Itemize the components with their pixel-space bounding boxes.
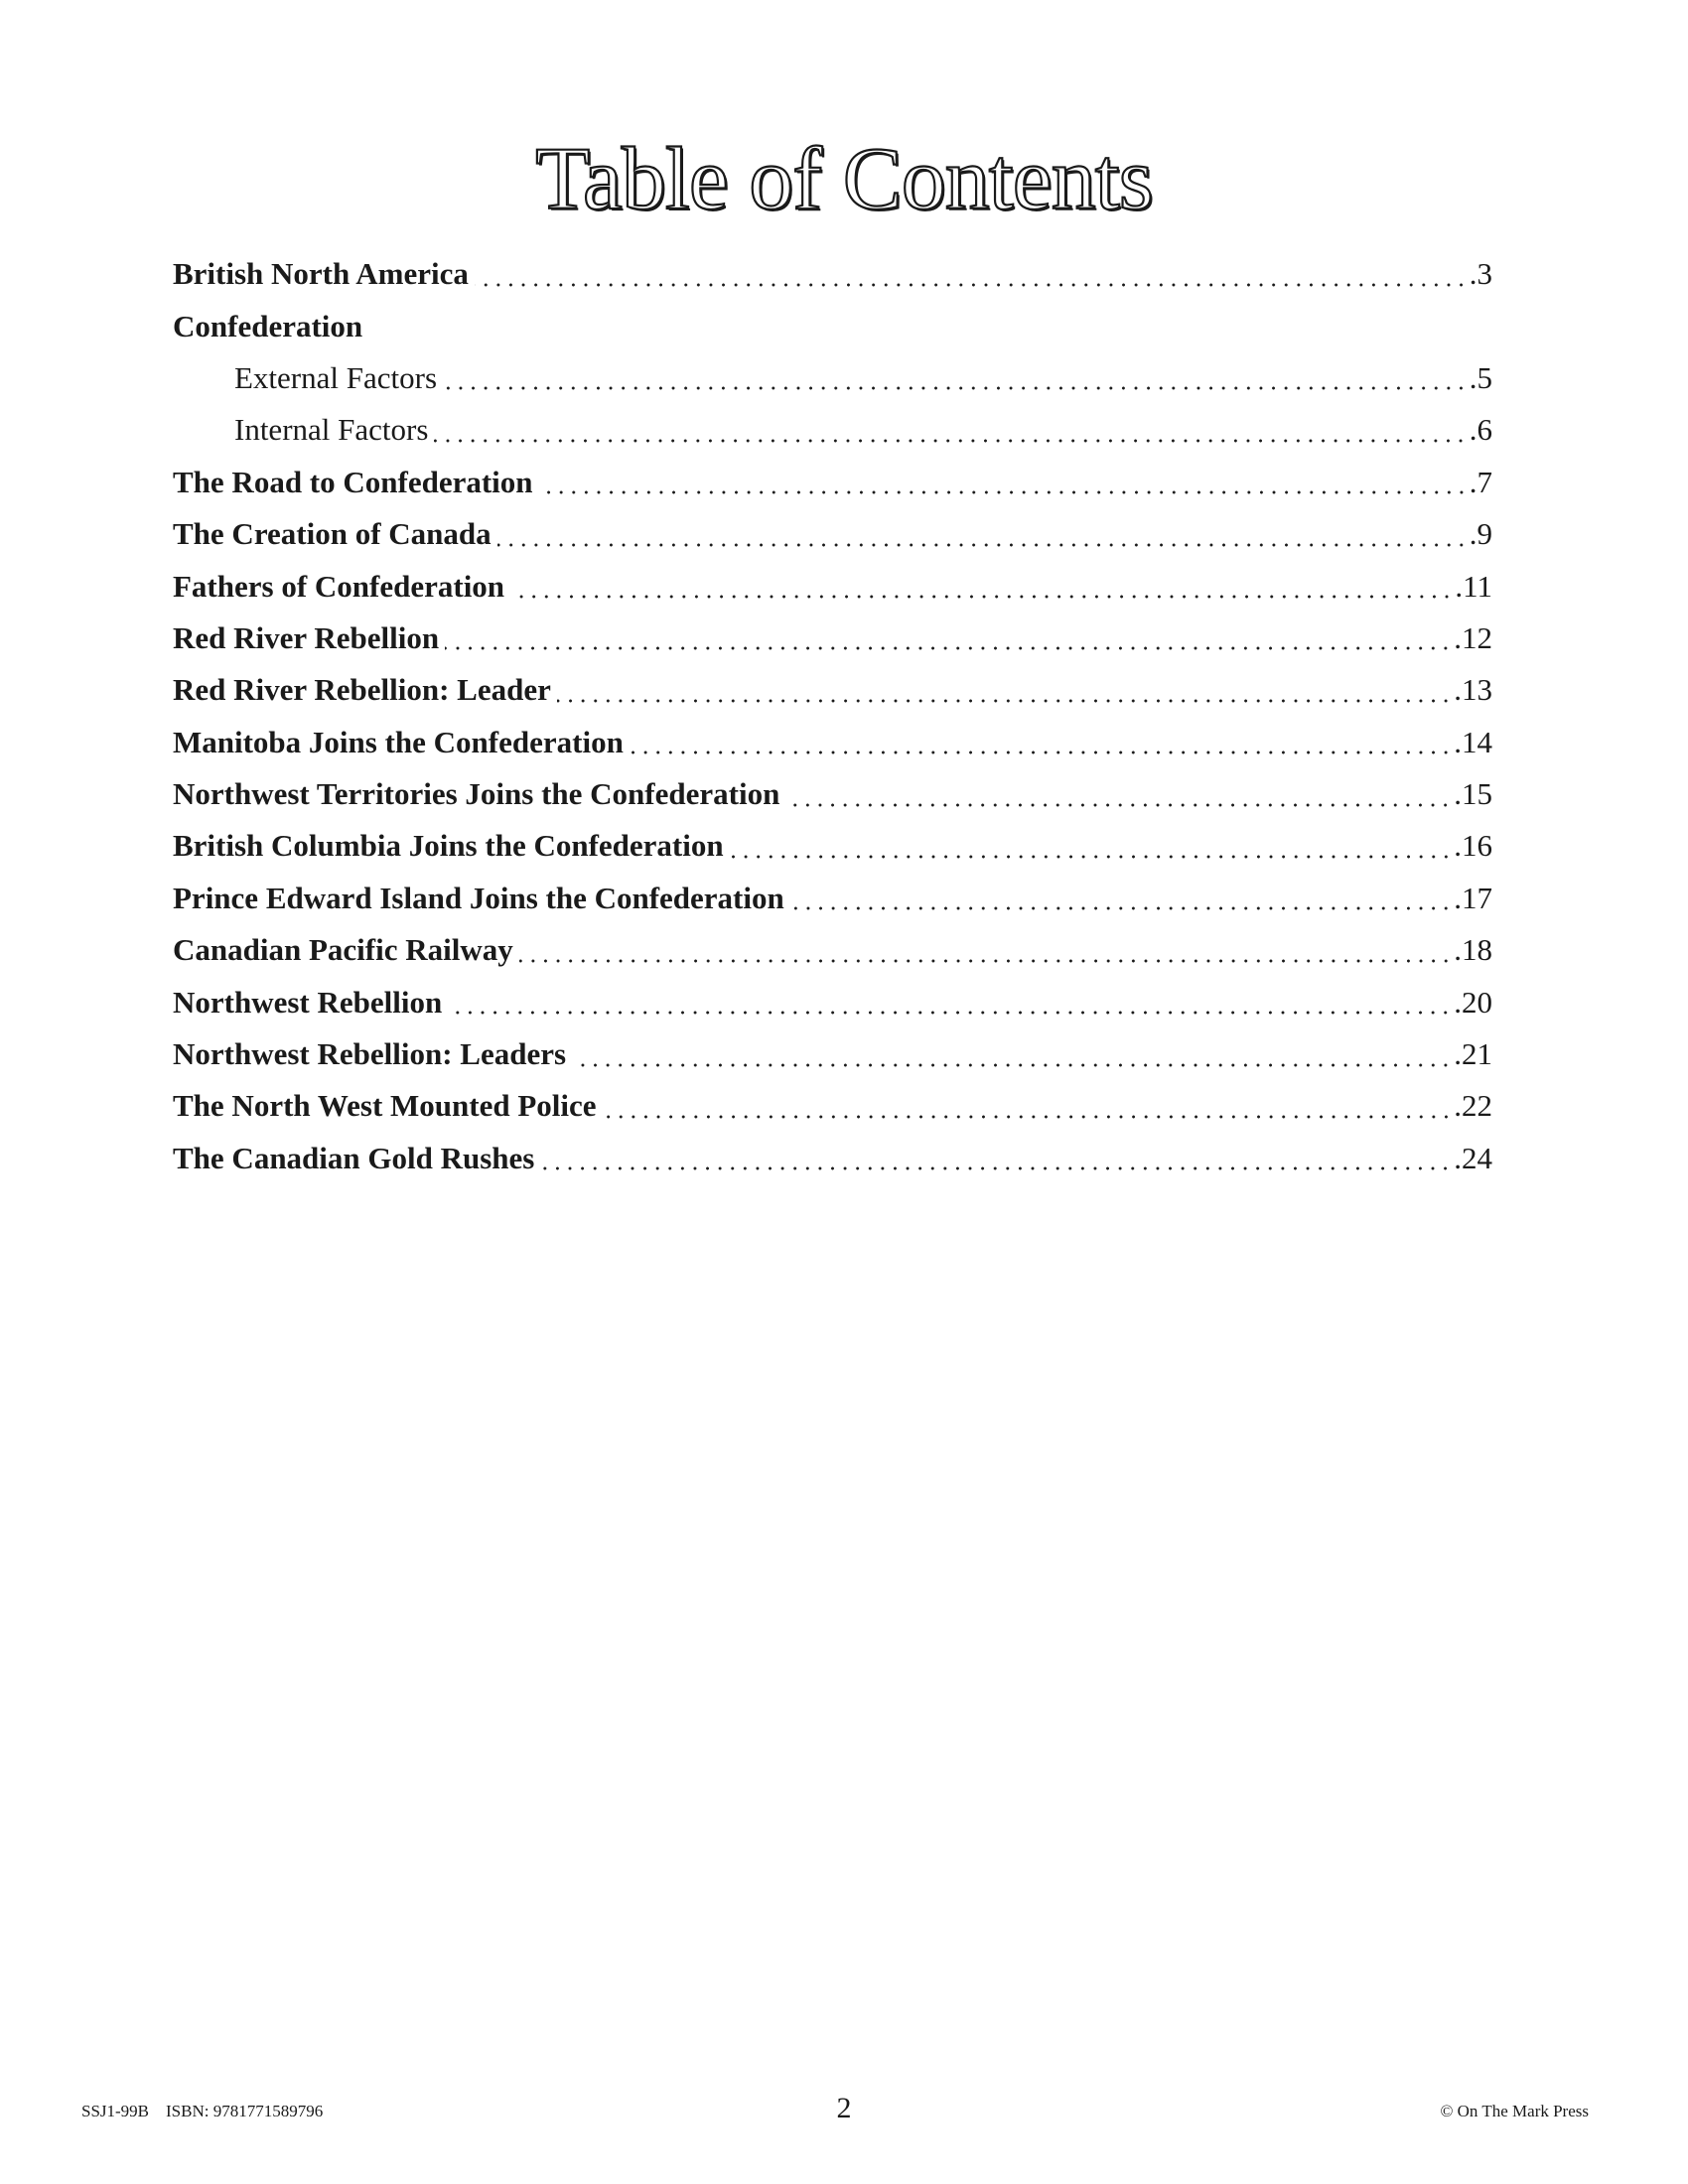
- toc-entry[interactable]: [173, 404, 1492, 456]
- toc-entry-title: Northwest Rebellion: [173, 984, 443, 1020]
- toc-entry-page-number: .21: [1454, 1036, 1492, 1072]
- dot-leader: [510, 571, 1453, 602]
- toc-entry-page-number: .13: [1454, 672, 1492, 708]
- footer-copyright: © On The Mark Press: [1440, 2102, 1589, 2120]
- toc-entry[interactable]: [173, 613, 1492, 664]
- toc-entry-title: The North West Mounted Police: [173, 1088, 597, 1124]
- dot-leader: [540, 1143, 1452, 1173]
- page-title: Table of Contents: [535, 130, 1153, 228]
- toc-entry[interactable]: [173, 1080, 1492, 1132]
- toc-entry-title: The Canadian Gold Rushes: [173, 1140, 535, 1175]
- toc-entry-page-number: .12: [1454, 619, 1492, 655]
- toc-entry[interactable]: [173, 873, 1492, 924]
- dot-leader: [448, 987, 1452, 1018]
- toc-entry[interactable]: [173, 457, 1492, 508]
- toc-entry-title: Prince Edward Island Joins the Confederation: [173, 880, 784, 915]
- dot-leader: [475, 259, 1468, 290]
- toc-entry-page-number: .22: [1454, 1088, 1492, 1124]
- toc-entry-page-number: .11: [1455, 568, 1492, 604]
- toc-entry-page-number: .14: [1454, 724, 1492, 759]
- dot-leader: [497, 519, 1468, 550]
- toc-entry-page-number: .5: [1469, 359, 1492, 395]
- toc-entry[interactable]: [173, 300, 1492, 351]
- toc-entry[interactable]: [173, 664, 1492, 716]
- toc-entry-title: British North America: [173, 256, 469, 292]
- toc-entry[interactable]: [173, 1028, 1492, 1080]
- footer-book-code-isbn: SSJ1-99B ISBN: 9781771589796: [81, 2102, 324, 2120]
- toc-entry[interactable]: [173, 1133, 1492, 1184]
- toc-entry-title: External Factors: [234, 359, 438, 395]
- dot-leader: [519, 935, 1453, 966]
- toc-entry[interactable]: [173, 560, 1492, 612]
- toc-entry-title: Fathers of Confederation: [173, 568, 505, 604]
- footer-page-number: 2: [836, 2092, 852, 2124]
- toc-entry[interactable]: [173, 976, 1492, 1027]
- toc-entry-title: Confederation: [173, 308, 363, 343]
- toc-entry-title: Red River Rebellion: Leader: [173, 672, 551, 708]
- toc-entry-title: Internal Factors: [234, 412, 429, 448]
- dot-leader: [630, 727, 1452, 757]
- toc-entry[interactable]: [173, 768, 1492, 820]
- toc-entry-page-number: .16: [1454, 828, 1492, 864]
- toc-entry[interactable]: [173, 508, 1492, 560]
- dot-leader: [785, 779, 1452, 810]
- toc-entry-page-number: .18: [1454, 932, 1492, 968]
- dot-leader: [790, 883, 1453, 913]
- toc-entry-title: Manitoba Joins the Confederation: [173, 724, 624, 759]
- dot-leader: [539, 467, 1468, 497]
- dot-leader: [443, 362, 1468, 393]
- toc-entry-page-number: .9: [1469, 516, 1492, 552]
- toc-entry-title: The Creation of Canada: [173, 516, 492, 552]
- dot-leader: [572, 1039, 1452, 1070]
- toc-entry[interactable]: [173, 924, 1492, 976]
- toc-entry-page-number: .24: [1454, 1140, 1492, 1175]
- toc-entry-page-number: .3: [1469, 256, 1492, 292]
- toc-entry[interactable]: [173, 352, 1492, 404]
- dot-leader: [557, 675, 1452, 706]
- dot-leader: [603, 1091, 1453, 1122]
- toc-entry-title: The Road to Confederation: [173, 464, 533, 499]
- toc-entry-title: Canadian Pacific Railway: [173, 932, 513, 968]
- toc-entry-title: Northwest Territories Joins the Confederation: [173, 776, 780, 812]
- toc-entry[interactable]: [173, 248, 1492, 300]
- table-of-contents: [173, 248, 1492, 1184]
- dot-leader: [445, 622, 1452, 653]
- toc-entry-page-number: .15: [1454, 776, 1492, 812]
- toc-entry-title: British Columbia Joins the Confederation: [173, 828, 724, 864]
- toc-entry-title: Red River Rebellion: [173, 619, 440, 655]
- dot-leader: [434, 415, 1467, 446]
- toc-entry-page-number: .6: [1469, 412, 1492, 448]
- toc-entry[interactable]: [173, 820, 1492, 872]
- dot-leader: [730, 831, 1453, 862]
- toc-entry-page-number: .20: [1454, 984, 1492, 1020]
- toc-entry-page-number: .7: [1469, 464, 1492, 499]
- toc-entry-title: Northwest Rebellion: Leaders: [173, 1036, 567, 1072]
- toc-entry-page-number: .17: [1454, 880, 1492, 915]
- toc-entry[interactable]: [173, 717, 1492, 768]
